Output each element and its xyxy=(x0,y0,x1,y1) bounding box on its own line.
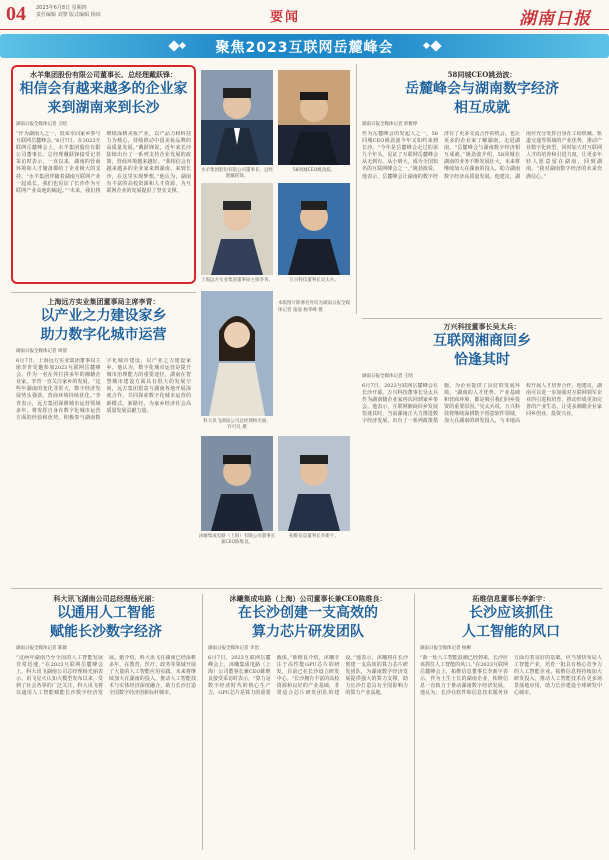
headline-line: 岳麓峰会与湖南数字经济 xyxy=(405,81,559,97)
editor-credits: 责任编辑 刘黎 版式编辑 杨琼 xyxy=(36,12,101,18)
headline-line: 长沙应该抓住 xyxy=(469,605,553,621)
headline-line: 来到湖南来到长沙 xyxy=(47,100,160,116)
section-divider xyxy=(362,318,602,319)
article-byline: 湖南日报全媒体记者 彭雅婷 xyxy=(362,122,418,127)
photo-caption: 上海远方实业集团董事局主席李青。 xyxy=(201,278,273,283)
person-portrait-icon xyxy=(201,436,273,531)
portrait-photo xyxy=(201,183,273,275)
portrait-photo xyxy=(278,70,350,165)
article-kicker: 沐曦集成电路（上海）公司董事长兼CEO陈维良： xyxy=(229,594,387,603)
article-yang-guangli xyxy=(16,594,196,851)
headline-line: 在长沙创建一支高效的 xyxy=(238,605,378,621)
headline-line: 互联网湘商回乡 xyxy=(433,333,531,349)
headline-line: 算力芯片研发团队 xyxy=(252,624,364,640)
newspaper-logo: 湖南日报 xyxy=(519,9,591,29)
article-byline: 湖南日报全媒体记者 王晗 xyxy=(16,122,67,127)
article-headline xyxy=(362,332,602,370)
portrait-photo xyxy=(201,291,273,416)
person-portrait-icon xyxy=(278,436,350,531)
feature-banner xyxy=(0,34,609,58)
article-li-xinyu xyxy=(420,594,602,851)
article-wu-taibing xyxy=(362,322,602,575)
photo-caption: 58同城CEO姚劲波。 xyxy=(292,168,336,173)
article-kicker: 水羊集团股份有限公司董事长、总经理戴跃锋： xyxy=(30,70,177,79)
headline-line: 助力数字化城市运营 xyxy=(40,327,167,343)
article-yao-jinbo xyxy=(362,70,602,311)
column-divider xyxy=(202,594,203,850)
section-divider xyxy=(11,588,602,589)
photo-caption: 沐曦集成电路（上海）有限公司董事长兼CEO陈维良。 xyxy=(198,534,276,545)
person-portrait-icon xyxy=(278,183,350,275)
headline-line: 相互成就 xyxy=(454,100,510,116)
person-portrait-icon xyxy=(201,183,273,275)
article-headline xyxy=(420,604,602,642)
headline-line: 以通用人工智能 xyxy=(57,605,155,621)
photo-caption: 拓维信息董事长李新宇。 xyxy=(289,534,339,539)
column-divider xyxy=(414,594,415,850)
masthead xyxy=(0,0,609,30)
person-portrait-icon xyxy=(201,70,273,165)
headline-line: 人工智能的风口 xyxy=(462,624,560,640)
article-li-qing xyxy=(16,297,191,576)
article-kicker: 万兴科技董事长吴太兵： xyxy=(443,322,521,331)
article-chen-weiliang xyxy=(208,594,408,851)
headline-line: 赋能长沙数字经济 xyxy=(50,624,162,640)
photo-caption: 科大讯飞湖南公司总经理杨光丽。 许可凡 摄 xyxy=(203,419,271,430)
article-byline: 湖南日报全媒体记者 王晗 xyxy=(362,374,413,379)
headline-line: 相信会有越来越多的企业家 xyxy=(19,81,188,97)
article-body: “作为湖南人之一，很荣幸回家乡参与互联网岳麓峰会。”6月7日，在2023互联网岳麓峰会上，水羊集团股份有限公司董事长、总经理戴跃锋接受记者采访时表示，一直以来，湖南的营商环境和人才储备都给了企业极大的支持。“水羊集团伴随着湖南互联网产业一起成长，我们也见证了长沙作为互联网产业高地的崛起。”“未来，我们将继续深耕美妆产业，以产品力和科技力为核心，持续推动中国美妆品牌的高质量发展。”戴跃锋说，近年来长沙陆续出台了一系列支持企业发展的政策，营商环境越来越好。“我相信会有越来越多的企业家来到湖南、来到长沙，在这里实现梦想。”他认为，湖南有丰富的高校资源和人才资源，为互联网企业的发展提供了坚实支撑。 xyxy=(16,131,191,194)
article-byline: 湖南日报全媒体记者 陈薇 xyxy=(16,646,67,651)
article-body: 6月7日，上海远方实业集团董事局主席李青受邀参加2023互联网岳麓峰会。作为一名在外打拼多年的湘籍企业家，李青一直关注家乡的发展。“这些年湖南的变化非常大，数字经济发展势头强劲，营商环境持续优化。”李青表示，远方集团深耕城市运营领域多年，将发挥自身在数字化城市运营方面的经验和优势，积极参与湖南数字化城市建设，以产业之力建设家乡。他认为，数字化城市运营是提升城市治理能力的重要途径，湖南在智慧城市建设方面具有很大的发展空间，远方集团愿意与湖南各地开展深度合作，共同探索数字化城市运营的新模式、新路径，为家乡经济社会高质量发展贡献力量。 xyxy=(16,358,191,421)
article-body: “新一轮人工智能浪潮已经到来，长沙应该抓住人工智能的风口。”在2023互联网岳麓峰会上，拓维信息董事长李新宇表示，作为土生土长的湖南企业，拓维信息一直致力于推动湖南数字经济发展。他认为，长沙在软件和信息技术服务业方面有着良好的基础，应当加快布局人工智能产业，培育一批具有核心竞争力的人工智能企业。拓维信息将持续加大研发投入，推动人工智能技术在更多场景落地应用，助力长沙建设全球研发中心城市。 xyxy=(420,655,602,697)
article-body: “这两年湖南乃至全国的人工智能发展非常迅速。”在2023互联网岳麓峰会上，科大讯飞湖南公司总经理杨光丽表示，讯飞星火认知大模型发布以来，受到了社会各界的广泛关注，科大讯飞将以通用人工智能赋能长沙数字经济发展。她介绍，科大讯飞在湖南已经深耕多年，在教育、医疗、政务等领域开展了大量的人工智能应用实践。未来将继续加大在湖南的投入，推动人工智能技术与实体经济深度融合，助力长沙打造全国数字经济创新标杆城市。 xyxy=(16,655,196,697)
column-divider xyxy=(356,64,357,314)
publication-date: 2023年6月8日 星期四 xyxy=(36,5,87,11)
article-body: 6月7日，2023互联网岳麓峰会上，沐曦集成电路（上海）公司董事长兼CEO陈维良接受采访时表示，“算力是数字经济时代的核心生产力，GPU芯片是算力的重要载体。”陈维良介绍，沐曦专注于高性能GPU芯片的研发，目前已在长沙设立研发中心。“长沙拥有丰富的高校资源和良好的产业基础，非常适合芯片研发团队的建设。”他表示，沐曦将在长沙创建一支高效的算力芯片研发团队，为湖南数字经济发展提供强大的算力支撑，助力长沙打造具有全国影响力的算力产业高地。 xyxy=(208,655,408,697)
portrait-photo xyxy=(278,436,350,531)
headline-line: 恰逢其时 xyxy=(454,352,510,368)
article-headline xyxy=(208,604,408,642)
article-body: 作为岳麓峰会的发起人之一，58同城CEO姚劲波今年又如约来到长沙。“今年是岳麓峰会走过的第九个年头，见证了互联网岳麓峰会从无到有、从小到大，成为全国知名的互联网峰会之一。”姚劲波说。他表示，岳麓峰会让湖南的数字经济有了更多交流合作的机会，也让更多的企业家了解湖南、走进湖南。“岳麓峰会与湖南数字经济相互成就。”姚劲波介绍，58同城在湖南的业务不断发展壮大，未来将继续加大在湖南的投入，助力湖南数字经济高质量发展。他建议，湖南应充分发挥自身在工程机械、轨道交通等领域的产业优势，推动产业数字化转型，同时加大对互联网人才的培养和引进力度，让更多年轻人愿意留在湖南、回到湖南。“我对湖南数字经济的未来充满信心。” xyxy=(362,131,602,180)
article-byline: 湖南日报全媒体记者 周倩 xyxy=(16,349,67,354)
article-headline xyxy=(16,307,191,345)
article-byline: 湖南日报全媒体记者 杨柳 xyxy=(420,646,471,651)
article-kicker: 58同城CEO姚劲波： xyxy=(447,70,517,79)
portrait-photo xyxy=(201,436,273,531)
section-title: 要闻 xyxy=(270,10,301,25)
article-kicker: 上海远方实业集团董事局主席李青： xyxy=(47,297,160,306)
article-body: 6月7日，2023互联网岳麓峰会在长沙开幕。万兴科技董事长吴太兵作为湖南籍企业家再次回到家乡参会。他表示，互联网湘商回乡发展恰逢其时，当前湖南正大力推进数字经济发展，出台了一系列政策措施，为企业提供了良好的发展环境。“湖南的人才优势、产业基础和营商环境，都是吸引我们回乡投资的重要原因。”吴太兵说，万兴科技将继续深耕数字创意软件领域，加大在湖南的研发投入，与本地高校开展人才培养合作。他建议，湖南可以进一步加强对互联网领军企业的引进和培育，推动形成更加完善的产业生态，让更多湘籍企业家回乡创业、投资兴业。 xyxy=(362,383,602,425)
article-headline xyxy=(16,604,196,642)
article-kicker: 科大讯飞湖南公司总经理杨光丽： xyxy=(53,594,159,603)
photo-caption: 万兴科技董事长吴太兵。 xyxy=(289,278,339,283)
page-number: 04 xyxy=(6,3,26,25)
article-kicker: 拓维信息董事长李新宇： xyxy=(472,594,550,603)
banner-title: 聚焦2023互联网岳麓峰会 xyxy=(215,40,394,56)
section-divider xyxy=(11,292,196,293)
article-headline xyxy=(16,80,191,118)
person-portrait-icon xyxy=(201,291,273,416)
date-line xyxy=(36,5,101,19)
headline-line: 以产业之力建设家乡 xyxy=(40,308,167,324)
photo-credit-note: 本版图片除署名外均为湖南日报全媒体记者 童迪 杨华峰 摄 xyxy=(278,301,350,313)
article-dai-yuefeng xyxy=(16,70,191,291)
portrait-photo xyxy=(201,70,273,165)
person-portrait-icon xyxy=(278,70,350,165)
article-headline xyxy=(362,80,602,118)
portrait-photo xyxy=(278,183,350,275)
article-byline: 湖南日报全媒体记者 李治 xyxy=(208,646,259,651)
photo-caption: 水羊集团股份有限公司董事长、总经理戴跃锋。 xyxy=(201,168,273,179)
